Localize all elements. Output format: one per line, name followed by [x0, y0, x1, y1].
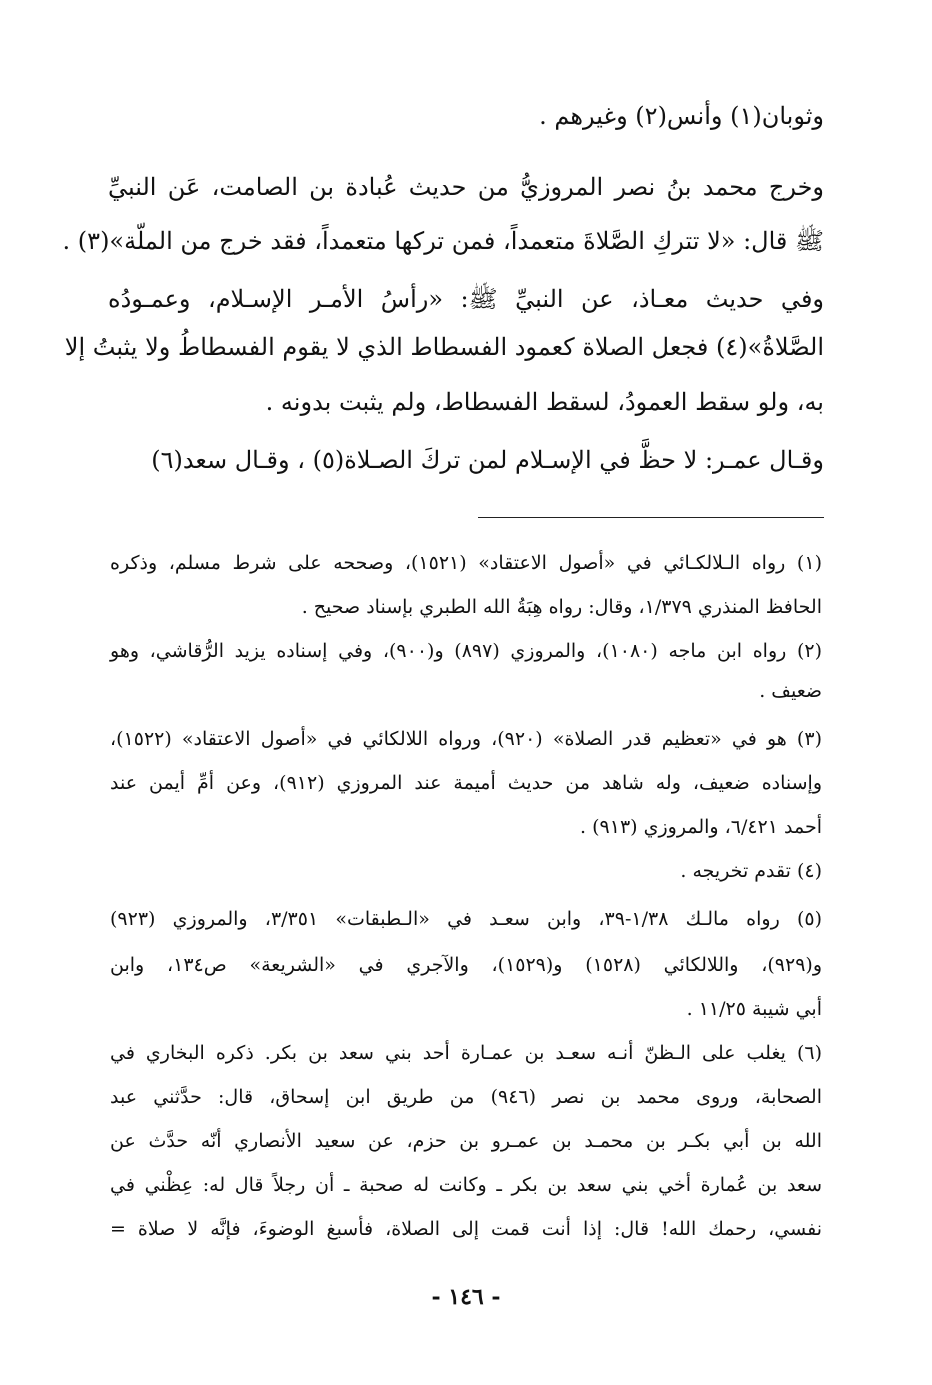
main-text-line: وثوبان(١) وأنس(٢) وغيرهم . — [539, 102, 824, 130]
footnote-line: (٦) يغلب على الـظنّ أنـه سعـد بن عمـارة أحد بني سعد بن بكر. ذكره البخاري في — [110, 1042, 822, 1064]
footnote-line: نفسي، رحمك الله! قال: إذا أنت قمت إلى الصلاة، فأسبغ الوضوءَ، فإنَّه لا صلاة = — [110, 1218, 822, 1240]
footnote-line: الله بن أبي بكـر بن محمـد بن عمـرو بن حزم، عن سعيد الأنصاري أنّه حدَّث عن — [110, 1130, 822, 1152]
footnote-line: الحافظ المنذري ١/٣٧٩، وقال: رواه هِبَةُ الله الطبري بإسناد صحيح . — [301, 596, 822, 618]
main-text-line: وفي حديث معـاذ، عن النبيِّ ﷺ: «رأسُ الأمـر الإسـلام، وعمـودُه — [108, 285, 825, 313]
footnote-line: و(٩٢٩)، واللالكائي (١٥٢٨) و(١٥٢٩)، والآجري في «الشريعة» ص١٣٤، وابن — [110, 954, 822, 976]
footnote-line: وإسناده ضعيف، وله شاهد من حديث أميمة عند المروزي (٩١٢)، وعن أمِّ أيمن عند — [110, 772, 823, 794]
main-text-line: الصَّلاةُ»(٤) فجعل الصلاة كعمود الفسطاط الذي لا يقوم الفسطاطُ ولا يثبتُ إلا — [64, 333, 824, 361]
footnote-line: (٤) تقدم تخريجه . — [680, 860, 822, 882]
main-text-line: ﷺ قال: «لا تتركِ الصَّلاةَ متعمداً، فمن تركها متعمداً، فقد خرج من الملّة»(٣) . — [62, 227, 824, 255]
footnote-line: أبي شيبة ١١/٢٥ . — [686, 998, 822, 1020]
main-text-line: به، ولو سقط العمودُ، لسقط الفسطاط، ولم يثبت بدونه . — [265, 388, 824, 416]
main-text-line: وقـال عمـر: لا حظَّ في الإسـلام لمن تركَ الصـلاة(٥) ، وقـال سعد(٦) — [151, 446, 824, 474]
footnote-line: سعد بن عُمارة أخي بني سعد بن بكر ـ وكانت له صحبة ـ أن رجلاً قال له: عِظْني في — [110, 1174, 822, 1196]
footnote-line: ضعيف . — [759, 680, 822, 702]
footnote-line: (٢) رواه ابن ماجه (١٠٨٠)، والمروزي (٨٩٧) و(٩٠٠)، وفي إسناده يزيد الرُّقاشي، وهو — [110, 640, 823, 662]
page-number: - ١٤٦ - — [431, 1284, 501, 1310]
footnote-line: (٥) رواه مالـك ١/٣٨-٣٩، وابن سعـد في «الـطبقات» ٣/٣٥١، والمروزي (٩٢٣) — [110, 908, 822, 930]
footnote-separator — [478, 517, 824, 518]
main-text-line: وخرج محمد بنُ نصر المروزيُّ من حديث عُبادة بن الصامت، عَن النبيِّ — [108, 173, 824, 201]
footnote-line: (٣) هو في «تعظيم قدر الصلاة» (٩٢٠)، ورواه اللالكائي في «أصول الاعتقاد» (١٥٢٢)، — [110, 728, 822, 750]
footnote-line: (١) رواه الـلالكـائي في «أصول الاعتقاد» (١٥٢١)، وصححه على شرط مسلم، وذكره — [110, 552, 822, 574]
footnote-line: الصحابة، وروى محمد بن نصر (٩٤٦) من طريق ابن إسحاق، قال: حدَّثني عبد — [110, 1086, 822, 1108]
footnote-line: أحمد ٦/٤٢١، والمروزي (٩١٣) . — [580, 816, 822, 838]
